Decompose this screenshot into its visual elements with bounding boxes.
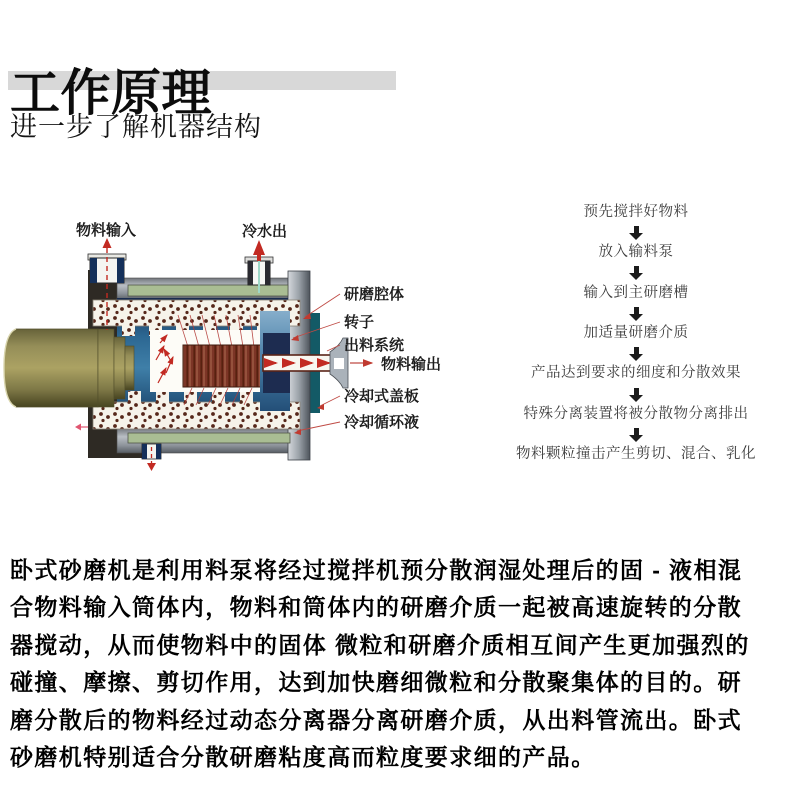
label-cooling-circulating-liquid: 冷却循环液: [344, 414, 420, 431]
description-paragraph: [10, 552, 788, 776]
flow-step-4: 加适量研磨介质: [583, 325, 689, 342]
down-arrow-icon: [634, 428, 639, 435]
drive-shaft: [4, 329, 134, 407]
label-grinding-chamber: 研磨腔体: [344, 286, 405, 303]
flow-step-2: 放入输料泵: [598, 244, 674, 261]
label-discharge-system: 出料系统: [344, 337, 405, 354]
rotor-block: [183, 345, 263, 387]
cold-water-pipe: [245, 240, 273, 293]
sand-mill-cross-section: [0, 195, 520, 485]
down-arrow-icon: [634, 388, 639, 395]
machine-diagram: [0, 195, 520, 485]
description-line: 磨分散后的物料经过动态分离器分离研磨介质，从出料管流出。卧式: [10, 706, 742, 733]
down-arrow-icon: [634, 307, 639, 314]
down-arrow-icon: [634, 226, 639, 233]
description-line: 碰撞、摩擦、剪切作用，达到加快磨细微粒和分散聚集体的目的。研: [10, 669, 742, 696]
label-cooling-cover-plate: 冷却式盖板: [344, 388, 420, 405]
flow-step-5: 产品达到要求的细度和分散效果: [531, 365, 741, 382]
label-rotor: 转子: [344, 314, 375, 331]
flow-step-6: 特殊分离装置将被分散物分离排出: [523, 405, 749, 422]
label-material-output: 物料输出: [381, 356, 442, 373]
description-line: 砂磨机特别适合分散研磨粘度高而粒度要求细的产品。: [10, 744, 596, 771]
flow-step-3: 输入到主研磨槽: [583, 284, 689, 301]
down-arrow-icon: [634, 347, 639, 354]
flow-step-7: 物料颗粒撞击产生剪切、混合、乳化: [516, 446, 756, 463]
description-line: 器搅动，从而使物料中的固体 微粒和研磨介质相互间产生更加强烈的: [10, 631, 750, 658]
description-line: 卧式砂磨机是利用料泵将经过搅拌机预分散润湿处理后的固 - 液相混: [10, 557, 743, 583]
page-title: 工作原理: [10, 64, 212, 121]
flow-step-1: 预先搅拌好物料: [583, 204, 689, 220]
page-subtitle: 进一步了解机器结构: [10, 112, 262, 142]
description-line: 合物料输入筒体内，物料和筒体内的研磨介质一起被高速旋转的分散: [10, 594, 742, 621]
down-arrow-icon: [634, 266, 639, 273]
label-cold-water-out: 冷水出: [242, 223, 288, 240]
label-material-input: 物料输入: [76, 222, 137, 239]
process-flowchart: [496, 205, 776, 463]
